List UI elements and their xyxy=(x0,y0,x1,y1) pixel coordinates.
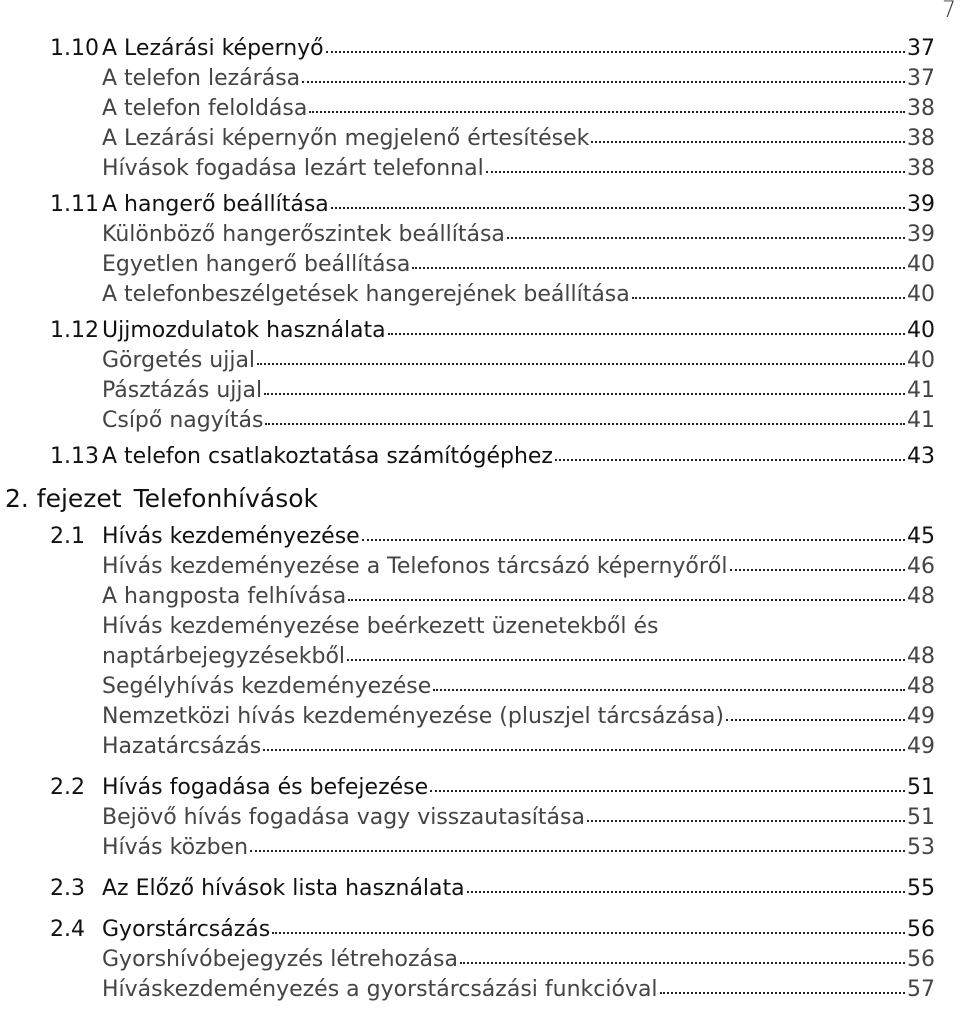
page-ref: 40 xyxy=(907,348,935,373)
subsection-title: Pásztázás ujjal xyxy=(102,378,263,403)
subsection-title: Különböző hangerőszintek beállítása xyxy=(102,222,505,247)
section-number: 1.12 xyxy=(50,318,99,343)
toc-subsection[interactable] xyxy=(50,94,935,124)
page-ref: 53 xyxy=(907,835,935,860)
dot-leader xyxy=(265,419,905,425)
page-number: 7 xyxy=(942,0,956,23)
subsection-title: Segélyhívás kezdeményezése xyxy=(102,674,432,699)
toc-subsection[interactable] xyxy=(50,945,935,975)
dot-leader xyxy=(309,107,905,113)
toc-subsection[interactable] xyxy=(50,406,935,436)
section-title: A Lezárási képernyő xyxy=(102,36,324,61)
section-number: 1.11 xyxy=(50,192,99,217)
page-ref: 40 xyxy=(907,282,935,307)
section-title: A hangerő beállítása xyxy=(102,192,329,217)
subsection-title: Hívások fogadása lezárt telefonnal xyxy=(102,156,484,181)
page-ref: 57 xyxy=(907,977,935,1002)
toc-subsection[interactable] xyxy=(50,582,935,612)
subsection-title: Hívás kezdeményezése a Telefonos tárcsázó képernyőről xyxy=(102,554,728,579)
page-ref: 38 xyxy=(907,96,935,121)
page-ref: 40 xyxy=(907,252,935,277)
subsection-title: Csípő nagyítás xyxy=(102,408,264,433)
page-ref: 48 xyxy=(907,584,935,609)
dot-leader xyxy=(302,77,905,83)
toc-subsection-line1[interactable] xyxy=(50,612,935,642)
section-number: 1.13 xyxy=(50,444,99,469)
page-ref: 46 xyxy=(907,554,935,579)
subsection-title: A telefon feloldása xyxy=(102,96,308,121)
dot-leader xyxy=(433,685,905,691)
dot-leader xyxy=(486,167,905,173)
section-number: 2.3 xyxy=(50,876,85,901)
toc-subsection[interactable] xyxy=(50,552,935,582)
dot-leader xyxy=(507,233,905,239)
toc-subsection[interactable] xyxy=(50,154,935,184)
subsection-title: Hívás közben xyxy=(102,835,249,860)
page-ref: 55 xyxy=(907,876,935,901)
subsection-title: Nemzetközi hívás kezdeményezése (pluszjel tárcsázása) xyxy=(102,704,724,729)
section-number: 2.1 xyxy=(50,524,85,549)
section-number: 2.4 xyxy=(50,917,85,942)
page-ref: 56 xyxy=(907,947,935,972)
dot-leader xyxy=(257,359,905,365)
toc-subsection[interactable] xyxy=(50,280,935,310)
toc-section[interactable] xyxy=(50,773,935,803)
chapter-title: Telefonhívások xyxy=(133,484,318,513)
toc-section[interactable] xyxy=(50,190,935,220)
subsection-title: Híváskezdeményezés a gyorstárcsázási funkcióval xyxy=(102,977,658,1002)
dot-leader xyxy=(348,595,905,601)
toc-section[interactable] xyxy=(50,442,935,472)
dot-leader xyxy=(347,655,905,661)
subsection-title: naptárbejegyzésekből xyxy=(102,644,346,669)
section-title: A telefon csatlakoztatása számítógéphez xyxy=(102,444,553,469)
section-title: Gyorstárcsázás xyxy=(102,917,271,942)
toc-subsection[interactable] xyxy=(50,803,935,833)
section-number: 2.2 xyxy=(50,775,85,800)
dot-leader xyxy=(591,137,905,143)
toc-subsection[interactable] xyxy=(50,346,935,376)
subsection-title-line1: Hívás kezdeményezése beérkezett üzenetekből és xyxy=(102,614,659,639)
page-ref: 49 xyxy=(907,704,935,729)
section-title: Hívás fogadása és befejezése xyxy=(102,775,429,800)
toc-subsection[interactable] xyxy=(50,642,935,672)
dot-leader xyxy=(362,535,905,541)
dot-leader xyxy=(632,293,905,299)
toc-section[interactable] xyxy=(50,522,935,552)
subsection-title: Görgetés ujjal xyxy=(102,348,256,373)
toc-subsection[interactable] xyxy=(50,124,935,154)
dot-leader xyxy=(660,988,905,994)
page-ref: 51 xyxy=(907,805,935,830)
dot-leader xyxy=(460,958,905,964)
page-ref: 48 xyxy=(907,644,935,669)
page-ref: 45 xyxy=(907,524,935,549)
section-title: Hívás kezdeményezése xyxy=(102,524,360,549)
toc-subsection[interactable] xyxy=(50,64,935,94)
page-ref: 51 xyxy=(907,775,935,800)
dot-leader xyxy=(264,389,905,395)
dot-leader xyxy=(730,565,905,571)
page-ref: 38 xyxy=(907,156,935,181)
subsection-title: Hazatárcsázás xyxy=(102,734,262,759)
dot-leader xyxy=(555,455,905,461)
page-ref: 38 xyxy=(907,126,935,151)
toc-subsection[interactable] xyxy=(50,702,935,732)
toc-subsection[interactable] xyxy=(50,220,935,250)
page-ref: 48 xyxy=(907,674,935,699)
page-ref: 41 xyxy=(907,378,935,403)
page-ref: 40 xyxy=(907,318,935,343)
subsection-title: A Lezárási képernyőn megjelenő értesítések xyxy=(102,126,590,151)
section-number: 1.10 xyxy=(50,36,99,61)
toc-section[interactable] xyxy=(50,316,935,346)
toc-subsection[interactable] xyxy=(50,376,935,406)
dot-leader xyxy=(430,786,905,792)
dot-leader xyxy=(467,887,905,893)
page-ref: 49 xyxy=(907,734,935,759)
toc-subsection[interactable] xyxy=(50,250,935,280)
dot-leader xyxy=(587,816,905,822)
chapter-label: 2. fejezet xyxy=(5,484,122,513)
dot-leader xyxy=(272,928,905,934)
dot-leader xyxy=(250,846,905,852)
subsection-title: A hangposta felhívása xyxy=(102,584,347,609)
page-ref: 56 xyxy=(907,917,935,942)
section-title: Ujjmozdulatok használata xyxy=(102,318,386,343)
page-ref: 37 xyxy=(907,36,935,61)
page-ref: 43 xyxy=(907,444,935,469)
toc-section[interactable] xyxy=(50,915,935,945)
toc-section[interactable] xyxy=(50,34,935,64)
page-ref: 37 xyxy=(907,66,935,91)
page-ref: 39 xyxy=(907,222,935,247)
page-ref: 41 xyxy=(907,408,935,433)
dot-leader xyxy=(726,715,905,721)
table-of-contents xyxy=(5,34,935,1005)
dot-leader xyxy=(331,203,905,209)
toc-subsection[interactable] xyxy=(50,833,935,863)
dot-leader xyxy=(263,745,905,751)
subsection-title: Egyetlen hangerő beállítása xyxy=(102,252,411,277)
dot-leader xyxy=(388,329,905,335)
section-title: Az Előző hívások lista használata xyxy=(102,876,465,901)
toc-subsection[interactable] xyxy=(50,732,935,762)
dot-leader xyxy=(326,47,905,53)
page-ref: 39 xyxy=(907,192,935,217)
subsection-title: A telefon lezárása xyxy=(102,66,301,91)
chapter-heading[interactable] xyxy=(5,482,935,516)
subsection-title: Bejövő hívás fogadása vagy visszautasítása xyxy=(102,805,585,830)
subsection-title: A telefonbeszélgetések hangerejének beállítása xyxy=(102,282,630,307)
toc-subsection[interactable] xyxy=(50,672,935,702)
toc-section[interactable] xyxy=(50,874,935,904)
dot-leader xyxy=(412,263,905,269)
toc-subsection[interactable] xyxy=(50,975,935,1005)
subsection-title: Gyorshívóbejegyzés létrehozása xyxy=(102,947,458,972)
